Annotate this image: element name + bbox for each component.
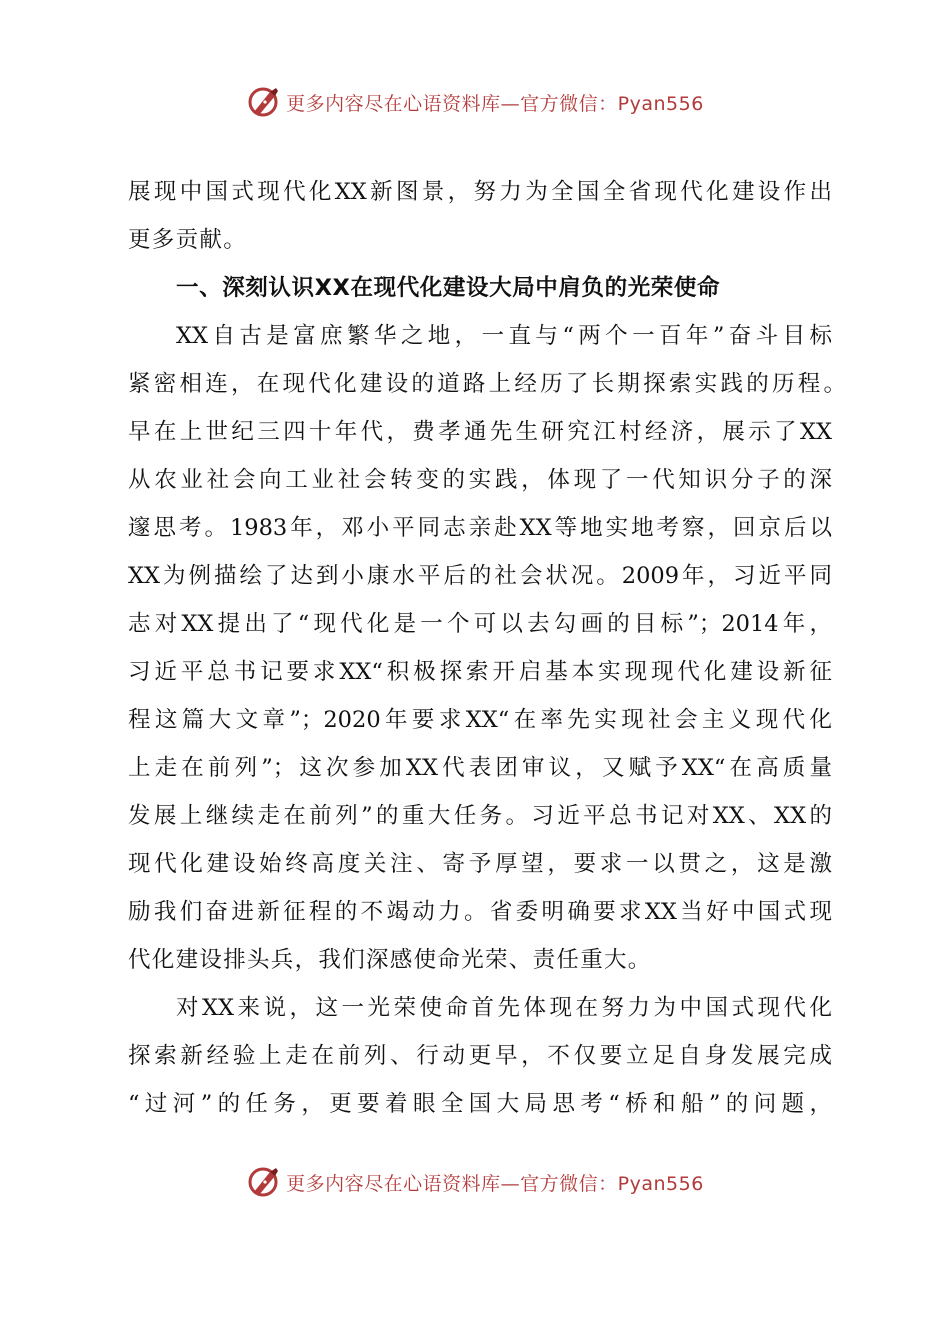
text-line: 志对XX提出了“现代化是一个可以去勾画的目标”；2014年， [128, 611, 832, 637]
text-line: 习近平总书记要求XX“积极探索开启基本实现现代化建设新征 [128, 659, 832, 685]
text-line: 早在上世纪三四十年代，费孝通先生研究江村经济，展示了XX [128, 419, 832, 445]
text-line: 展现中国式现代化XX新图景，努力为全国全省现代化建设作出 [128, 179, 832, 205]
pen-nib-logo-icon [246, 84, 282, 120]
watermark-text: 更多内容尽在心语资料库—官方微信： [286, 92, 618, 115]
text-line: 更多贡献。 [128, 227, 248, 253]
text-line: 代化建设排头兵，我们深感使命光荣、责任重大。 [128, 947, 652, 973]
pen-nib-logo-icon [246, 1164, 282, 1200]
watermark-banner-top [0, 82, 950, 122]
text-line: 励我们奋进新征程的不竭动力。省委明确要求XX当好中国式现 [128, 899, 832, 925]
text-line: 从农业社会向工业社会转变的实践，体现了一代知识分子的深 [128, 467, 832, 493]
text-line: 探索新经验上走在前列、行动更早，不仅要立足自身发展完成 [128, 1043, 832, 1069]
document-body [128, 168, 846, 1128]
wechat-id: Pyan556 [617, 1172, 704, 1195]
text-line: 邃思考。1983年，邓小平同志亲赴XX等地实地考察，回京后以 [128, 515, 832, 541]
text-line: 对XX来说，这一光荣使命首先体现在努力为中国式现代化 [176, 995, 832, 1021]
watermark-banner-bottom [0, 1162, 950, 1202]
text-line: XX自古是富庶繁华之地，一直与“两个一百年”奋斗目标 [176, 323, 832, 349]
text-line: “过河”的任务，更要着眼全国大局思考“桥和船”的问题， [128, 1091, 832, 1117]
watermark-text: 更多内容尽在心语资料库—官方微信： [286, 1172, 618, 1195]
text-line: XX为例描绘了达到小康水平后的社会状况。2009年，习近平同 [128, 563, 832, 589]
text-line: 程这篇大文章”；2020年要求XX“在率先实现社会主义现代化 [128, 707, 832, 733]
text-line: 上走在前列”；这次参加XX代表团审议，又赋予XX“在高质量 [128, 755, 832, 781]
wechat-id: Pyan556 [617, 92, 704, 115]
text-line: 发展上继续走在前列”的重大任务。习近平总书记对XX、XX的 [128, 803, 832, 829]
text-line: 现代化建设始终高度关注、寄予厚望，要求一以贯之，这是激 [128, 851, 832, 877]
section-heading: 一、深刻认识XX在现代化建设大局中肩负的光荣使命 [176, 275, 721, 301]
text-line: 紧密相连，在现代化建设的道路上经历了长期探索实践的历程。 [128, 371, 846, 397]
